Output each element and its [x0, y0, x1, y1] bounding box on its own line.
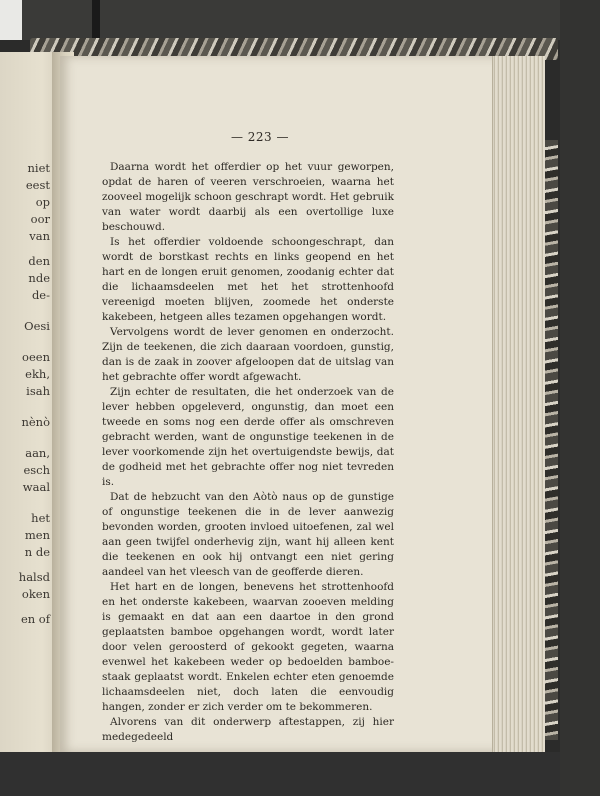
background-bottom: [0, 752, 600, 796]
paragraph: Is het offerdier voldoende schoongeschrapt, dan wordt de borstkast rechts en links geopend en het hart en de longen eruit genomen, zoodanig echter dat die lichaamsdeelen met het het strottenhoofd vereenigd moeten blijven, zoomede het onderste kakebeen, hetgeen alles tezamen opgehangen wordt.: [102, 236, 394, 323]
left-line: esch: [23, 463, 50, 477]
paragraph: Vervolgens wordt de lever genomen en onderzocht. Zijn de teekenen, die zich daaraan voordoen, gunstig, dan is de zaak in zoover afgeloopen dat de uitslag van het gebrachte offer wordt afgewacht.: [102, 326, 394, 383]
left-line: Oesi: [24, 319, 50, 333]
left-line: oeen: [22, 350, 50, 364]
left-line: waal: [22, 480, 50, 494]
paragraph: Alvorens van dit onderwerp aftestappen, zij hier medegedeeld: [102, 716, 394, 743]
background-top-left-patch: [0, 0, 22, 40]
left-line: oor: [30, 212, 50, 226]
left-line: isah: [26, 384, 50, 398]
left-line: den: [28, 254, 50, 268]
left-line: en of: [20, 612, 50, 626]
left-line: de-: [31, 288, 50, 302]
background-top: [0, 0, 600, 40]
left-page-text: [0, 160, 50, 628]
left-line: op: [35, 195, 50, 209]
body-text: [102, 160, 394, 745]
page-edges: [492, 56, 545, 752]
left-line: eest: [25, 178, 50, 192]
left-line: oken: [21, 587, 50, 601]
left-line: het: [31, 511, 50, 525]
background-top-stripe: [92, 0, 100, 40]
paragraph: Daarna wordt het offerdier op het vuur geworpen, opdat de haren of veeren verschroeien, waarna het zooveel mogelijk schoon geschrapt wordt. Het gebruik van water wordt daarbij als een overtollige luxe beschouwd.: [102, 161, 394, 233]
left-line: halsd: [18, 570, 50, 584]
left-line: niet: [27, 161, 50, 175]
left-line: men: [24, 528, 50, 542]
left-line: ekh,: [25, 367, 50, 381]
page-number: — 223 —: [230, 130, 290, 144]
left-line: van: [29, 229, 50, 243]
background-right: [560, 0, 600, 796]
left-line: n de: [24, 545, 50, 559]
paragraph: Het hart en de longen, benevens het strottenhoofd en het onderste kakebeen, waarvan zooeven melding is gemaakt en dat aan een daartoe in den grond geplaatsten bamboe opgehangen wordt, wordt later door velen geroosterd of gekookt gegeten, waarna evenwel het kakebeen weder op bedoelden bamboe-staak geplaatst wordt. Enkelen echter eten genoemde lichaamsdeelen niet, doch laten die eenvoudig hangen, zonder er zich verder om te bekommeren.: [102, 581, 394, 713]
paragraph: Dat de hebzucht van den Aòtò naus op de gunstige of ongunstige teekenen die in de lever aanwezig bevonden worden, grooten invloed uitoefenen, zal wel aan geen twijfel onderhevig zijn, want hij alleen kent die teekenen en ook hij ontvangt een niet gering aandeel van het vleesch van de geofferde dieren.: [102, 491, 394, 578]
left-line: aan,: [25, 446, 50, 460]
paragraph: Zijn echter de resultaten, die het onderzoek van de lever hebben opgeleverd, ongunstig, dan moet een tweede en soms nog een derde offer als omschreven gebracht werden, want de ongunstige teekenen in de lever voorkomende zijn het overtuigendste bewijs, dat de godheid met het gebrachte offer nog niet tevreden is.: [102, 386, 394, 488]
left-line: nènò: [21, 415, 50, 429]
left-line: nde: [28, 271, 50, 285]
